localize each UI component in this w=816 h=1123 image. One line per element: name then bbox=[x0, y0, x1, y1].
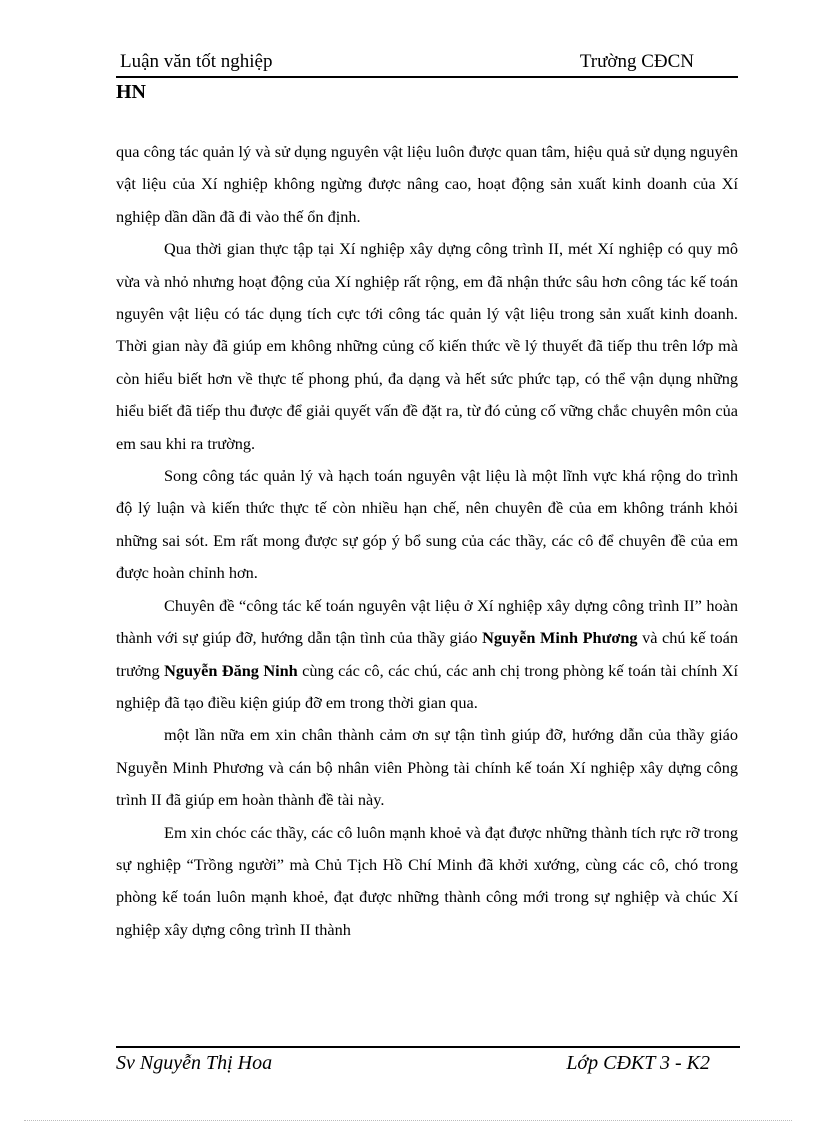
footer-divider bbox=[116, 1046, 740, 1048]
header-thesis-title: Luận văn tốt nghiệp bbox=[120, 51, 273, 72]
chief-accountant-name: Nguyễn Đăng Ninh bbox=[164, 660, 298, 680]
header-school-name: Trường CĐCN bbox=[579, 51, 694, 72]
paragraph-4-text-a: Chuyên đề “công tác kế toán nguyên vật liệu ở Xí nghiệp xây dựng công trình II” hoàn thành với sự giúp đỡ, hướng dẫn tận tình của thầy giáo bbox=[116, 595, 738, 648]
footer-class-name: Lớp CĐKT 3 - K2 bbox=[566, 1052, 710, 1074]
paragraph-4-text-c: cùng các cô, các chú, các anh chị trong phòng kế toán tài chính Xí nghiệp đã tạo điều kiện giúp đỡ em trong thời gian qua. bbox=[116, 660, 738, 712]
paragraph-5: một lần nữa em xin chân thành cảm ơn sự tận tình giúp đỡ, hướng dẫn của thầy giáo Nguyễn Minh Phương và cán bộ nhân viên Phòng tài chính kế toán Xí nghiệp xây dựng công trình II đã giúp em hoàn thành đề tài này. bbox=[116, 725, 738, 810]
page-header bbox=[116, 50, 738, 78]
footer-student-name: Sv Nguyễn Thị Hoa bbox=[116, 1052, 273, 1074]
paragraph-3: Song công tác quản lý và hạch toán nguyên vật liệu là một lĩnh vực khá rộng do trình độ lý luận và kiến thức thực tế còn nhiều hạn chế, nên chuyên đề của em không tránh khỏi những sai sót. Em rất mong được sự góp ý bổ sung của các thầy, các cô để chuyên đề của em được hoàn chỉnh hơn. bbox=[116, 466, 738, 583]
paragraph-4 bbox=[116, 590, 738, 720]
page-bottom-border bbox=[24, 1120, 792, 1121]
paragraph-4-text-b: và chú kế toán trưởng bbox=[116, 628, 738, 680]
body-text bbox=[116, 136, 738, 946]
paragraph-1: qua công tác quản lý và sử dụng nguyên vật liệu luôn được quan tâm, hiệu quả sử dụng nguyên vật liệu của Xí nghiệp không ngừng được nâng cao, hoạt động sản xuất kinh doanh của Xí nghiệp dần dần đã đi vào thế ổn định. bbox=[116, 142, 738, 226]
paragraph-6: Em xin chóc các thầy, các cô luôn mạnh khoẻ và đạt được những thành tích rực rỡ trong sự nghiệp “Trồng người” mà Chủ Tịch Hồ Chí Minh đã khởi xướng, cùng các cô, chó trong phòng kế toán luôn mạnh khoẻ, đạt được những thành công mới trong sự nghiệp và chúc Xí nghiệp xây dựng công trình II thành bbox=[116, 822, 738, 939]
paragraph-2: Qua thời gian thực tập tại Xí nghiệp xây dựng công trình II, mét Xí nghiệp có quy mô vừa và nhỏ nhưng hoạt động của Xí nghiệp rất rộng, em đã nhận thức sâu hơn công tác kế toán nguyên vật liệu có tác dụng tích cực tới công tác quản lý vật liệu trong sản xuất kinh doanh. Thời gian này đã giúp em không những củng cố kiến thức về lý thuyết đã tiếp thu trên lớp mà còn hiểu biết hơn về thực tế phong phú, đa dạng và hết sức phức tạp, có thể vận dụng những hiểu biết đã tiếp thu được để giải quyết vấn đề đặt ra, từ đó củng cố vững chắc chuyên môn của em sau khi ra trường. bbox=[116, 239, 738, 453]
header-school-continuation: HN bbox=[116, 81, 146, 103]
advisor-name: Nguyễn Minh Phương bbox=[482, 628, 638, 648]
